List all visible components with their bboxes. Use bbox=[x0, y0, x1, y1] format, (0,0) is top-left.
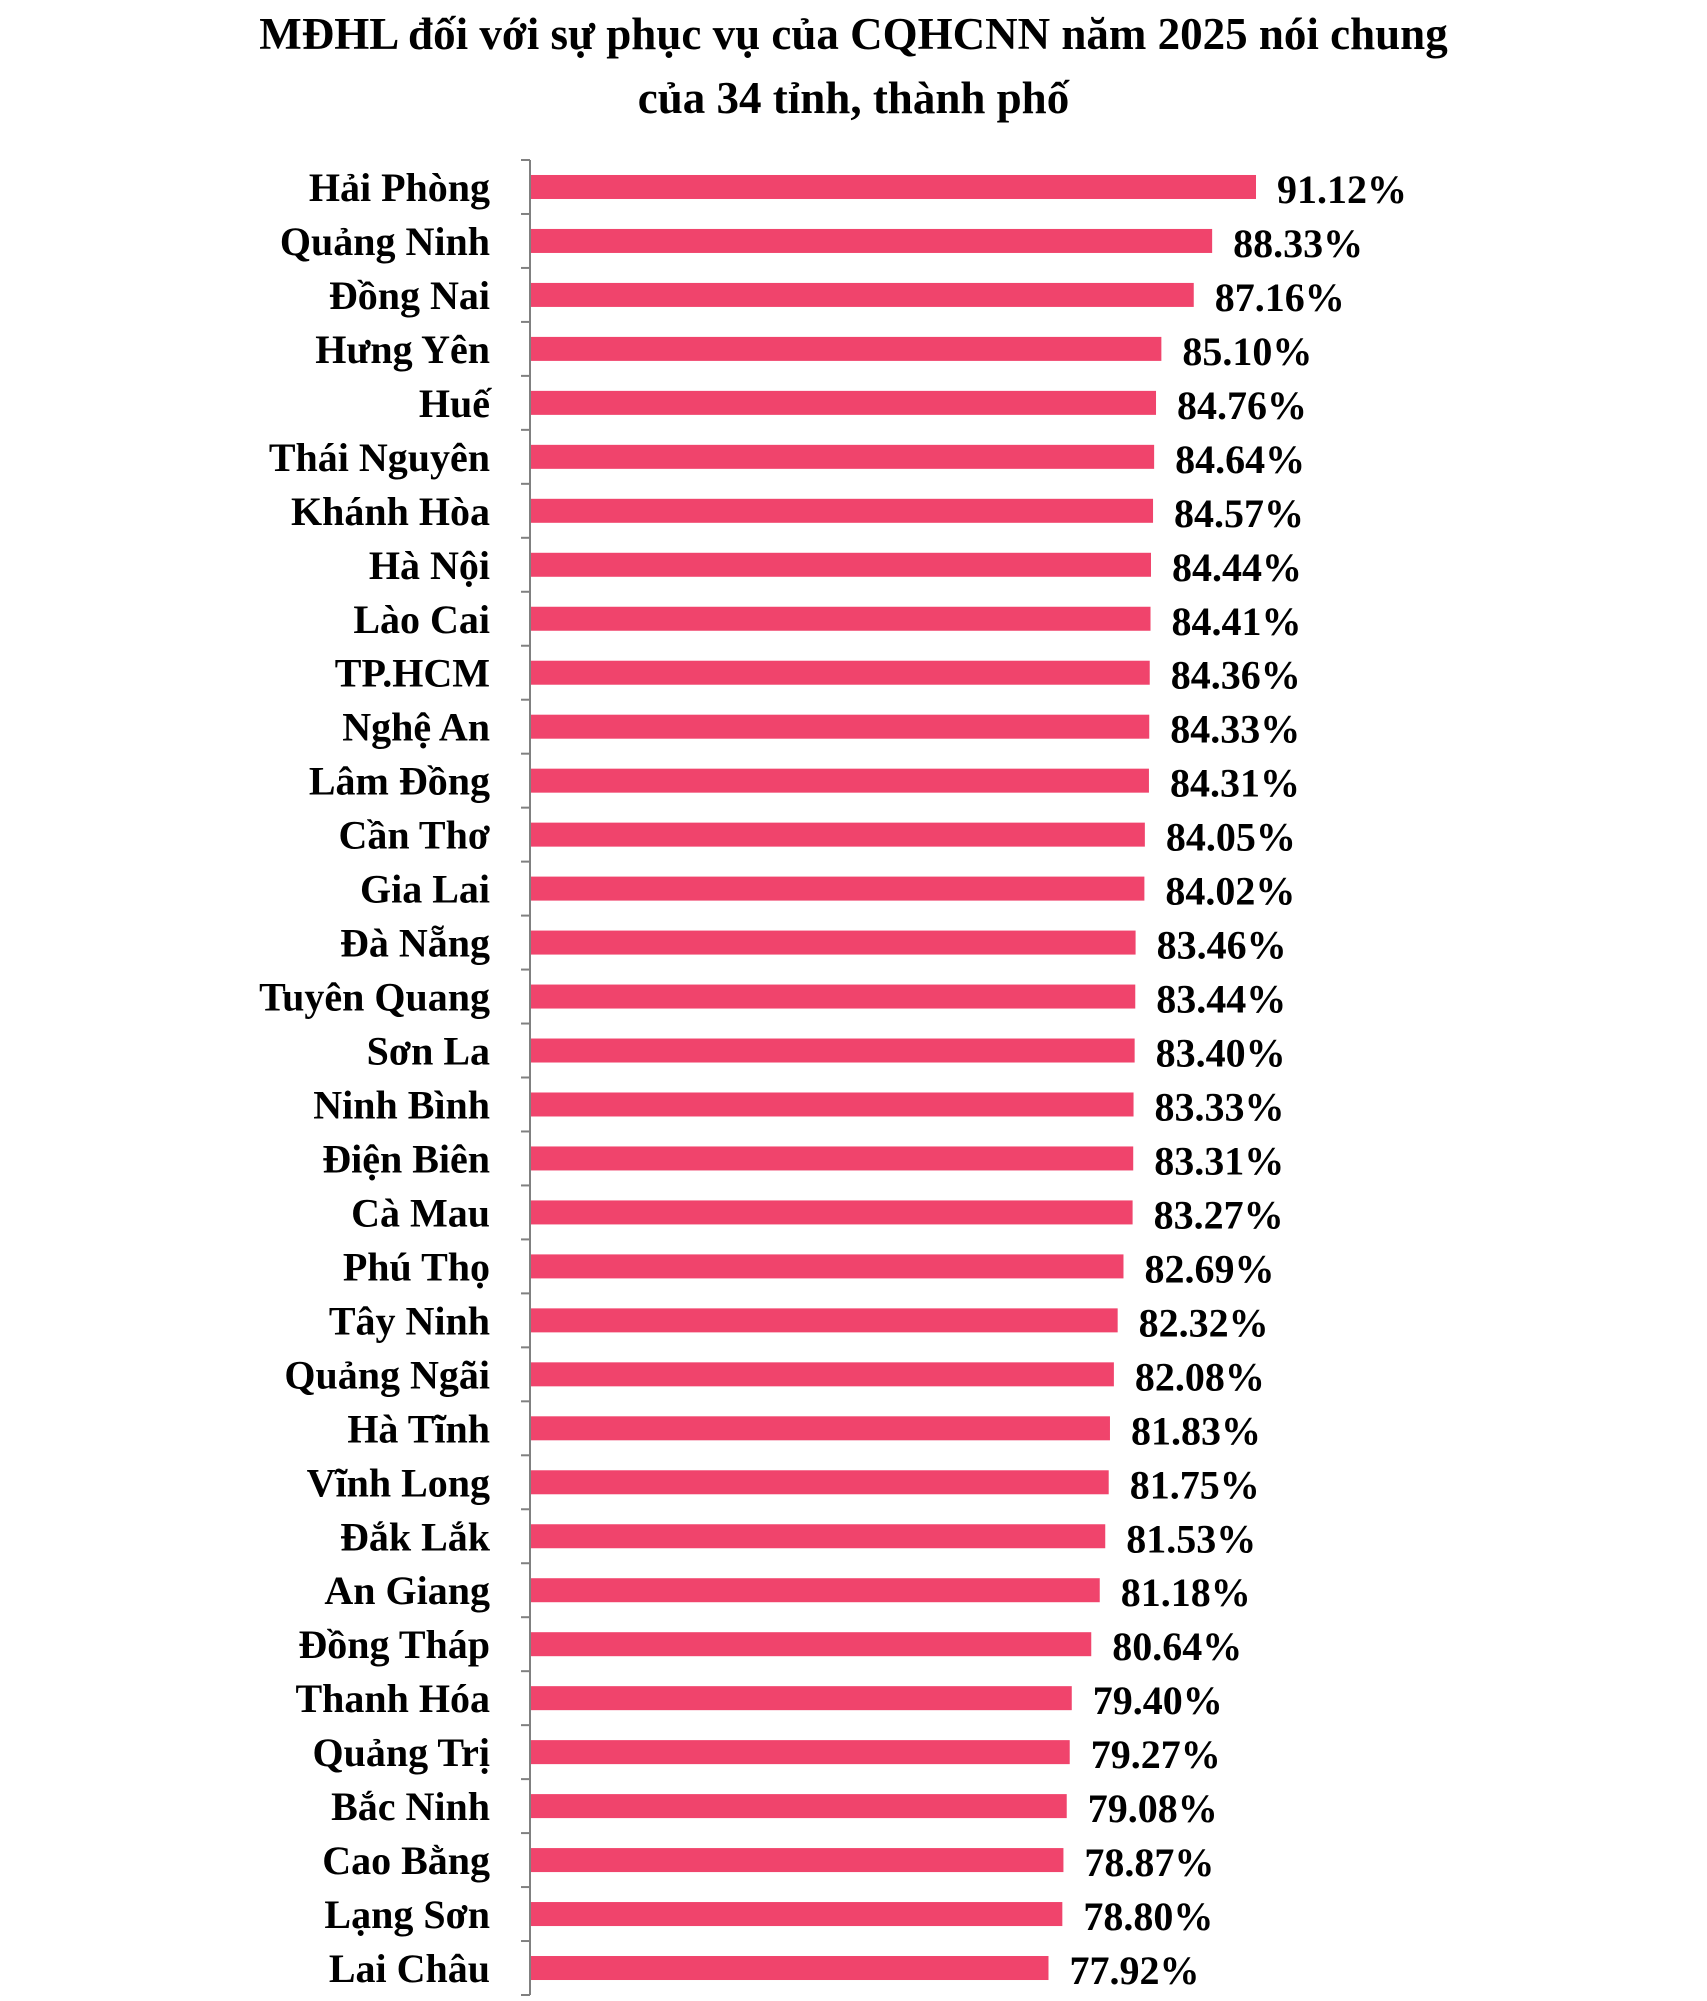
data-label: 84.64% bbox=[1175, 436, 1306, 482]
category-label: Đồng Tháp bbox=[298, 1622, 490, 1668]
data-label: 91.12% bbox=[1277, 166, 1407, 212]
bar bbox=[531, 769, 1149, 793]
category-label: Phú Thọ bbox=[342, 1244, 490, 1290]
data-label: 83.27% bbox=[1153, 1192, 1284, 1238]
data-label: 78.87% bbox=[1084, 1840, 1215, 1886]
category-label: Huế bbox=[418, 380, 490, 426]
bar bbox=[531, 499, 1153, 523]
category-label: Đắk Lắk bbox=[339, 1514, 490, 1560]
bar bbox=[531, 1578, 1100, 1602]
bar bbox=[531, 1686, 1072, 1710]
data-label: 84.57% bbox=[1174, 490, 1305, 536]
data-label: 83.31% bbox=[1154, 1138, 1285, 1184]
category-label: Vĩnh Long bbox=[306, 1460, 490, 1506]
category-label: Tây Ninh bbox=[328, 1298, 490, 1344]
category-label: Cà Mau bbox=[351, 1190, 490, 1236]
bar bbox=[531, 715, 1149, 739]
category-label: Gia Lai bbox=[359, 866, 490, 912]
bar bbox=[531, 391, 1156, 415]
data-label: 84.36% bbox=[1170, 652, 1301, 698]
category-label: Nghệ An bbox=[342, 704, 490, 750]
data-label: 85.10% bbox=[1182, 328, 1313, 374]
data-label: 81.18% bbox=[1120, 1570, 1251, 1616]
category-label: Hà Nội bbox=[368, 542, 490, 588]
bar bbox=[531, 1794, 1067, 1818]
category-label: Quảng Ngãi bbox=[284, 1352, 490, 1398]
bar bbox=[531, 229, 1212, 253]
category-label: Lạng Sơn bbox=[324, 1892, 490, 1938]
chart-title-line-1: MĐHL đối với sự phục vụ của CQHCNN năm 2025 nói chung bbox=[259, 9, 1448, 59]
bar bbox=[531, 1039, 1135, 1063]
data-label: 88.33% bbox=[1233, 220, 1364, 266]
category-label: Thái Nguyên bbox=[268, 434, 490, 480]
bar bbox=[531, 337, 1161, 361]
category-label: Điện Biên bbox=[322, 1136, 490, 1182]
category-label: Hưng Yên bbox=[315, 326, 490, 372]
bar bbox=[531, 1632, 1091, 1656]
category-label: Cần Thơ bbox=[338, 812, 490, 858]
data-label: 81.53% bbox=[1126, 1516, 1257, 1562]
bar bbox=[531, 553, 1151, 577]
category-label: Tuyên Quang bbox=[259, 974, 490, 1020]
chart-title-line-2: của 34 tỉnh, thành phố bbox=[637, 73, 1070, 123]
category-label: Hải Phòng bbox=[308, 164, 490, 210]
data-label: 81.75% bbox=[1129, 1462, 1260, 1508]
data-label: 84.05% bbox=[1165, 814, 1296, 860]
bar bbox=[531, 931, 1136, 955]
category-label: Đồng Nai bbox=[328, 272, 490, 318]
bar bbox=[531, 607, 1151, 631]
bar bbox=[531, 1416, 1110, 1440]
bar bbox=[531, 445, 1154, 469]
bar bbox=[531, 877, 1144, 901]
data-label: 78.80% bbox=[1083, 1894, 1214, 1940]
data-label: 84.44% bbox=[1171, 544, 1302, 590]
data-label: 82.69% bbox=[1144, 1246, 1275, 1292]
category-label: Lai Châu bbox=[328, 1946, 490, 1992]
data-label: 83.33% bbox=[1154, 1084, 1285, 1130]
bar bbox=[531, 661, 1150, 685]
bar bbox=[531, 1146, 1133, 1170]
bar bbox=[531, 1470, 1109, 1494]
category-label: TP.HCM bbox=[334, 650, 490, 696]
bar bbox=[531, 1362, 1114, 1386]
data-label: 84.41% bbox=[1171, 598, 1302, 644]
category-label: Lâm Đồng bbox=[308, 758, 490, 804]
data-label: 87.16% bbox=[1214, 274, 1345, 320]
bar bbox=[531, 1848, 1063, 1872]
category-label: Khánh Hòa bbox=[291, 488, 490, 534]
category-label: Ninh Bình bbox=[313, 1082, 490, 1128]
bar bbox=[531, 823, 1145, 847]
bar bbox=[531, 1902, 1062, 1926]
data-label: 80.64% bbox=[1112, 1624, 1243, 1670]
category-label: An Giang bbox=[324, 1568, 490, 1614]
category-label: Cao Bằng bbox=[322, 1838, 490, 1884]
data-label: 84.31% bbox=[1169, 760, 1300, 806]
bar bbox=[531, 1308, 1118, 1332]
data-label: 84.33% bbox=[1170, 706, 1301, 752]
category-label: Quảng Trị bbox=[312, 1730, 490, 1776]
data-label: 83.40% bbox=[1155, 1030, 1286, 1076]
data-label: 82.32% bbox=[1138, 1300, 1269, 1346]
category-label: Bắc Ninh bbox=[331, 1784, 490, 1830]
bar bbox=[531, 1200, 1133, 1224]
bar bbox=[531, 1740, 1070, 1764]
category-label: Đà Nẵng bbox=[339, 920, 490, 966]
category-label: Quảng Ninh bbox=[279, 218, 490, 264]
category-label: Lào Cai bbox=[353, 596, 490, 642]
data-label: 77.92% bbox=[1069, 1948, 1200, 1994]
bar bbox=[531, 1092, 1134, 1116]
data-label: 84.76% bbox=[1177, 382, 1308, 428]
bar bbox=[531, 283, 1194, 307]
data-label: 79.40% bbox=[1092, 1678, 1223, 1724]
category-label: Sơn La bbox=[366, 1028, 490, 1074]
category-label: Hà Tĩnh bbox=[347, 1406, 490, 1452]
category-label: Thanh Hóa bbox=[295, 1676, 490, 1722]
data-label: 83.44% bbox=[1156, 976, 1287, 1022]
bar bbox=[531, 1524, 1105, 1548]
data-label: 79.27% bbox=[1090, 1732, 1221, 1778]
data-label: 81.83% bbox=[1130, 1408, 1261, 1454]
bar bbox=[531, 1254, 1123, 1278]
data-label: 84.02% bbox=[1165, 868, 1296, 914]
bar bbox=[531, 175, 1256, 199]
bar bbox=[531, 985, 1135, 1009]
data-label: 82.08% bbox=[1134, 1354, 1265, 1400]
bar bbox=[531, 1956, 1048, 1980]
data-label: 83.46% bbox=[1156, 922, 1287, 968]
data-label: 79.08% bbox=[1087, 1786, 1218, 1832]
